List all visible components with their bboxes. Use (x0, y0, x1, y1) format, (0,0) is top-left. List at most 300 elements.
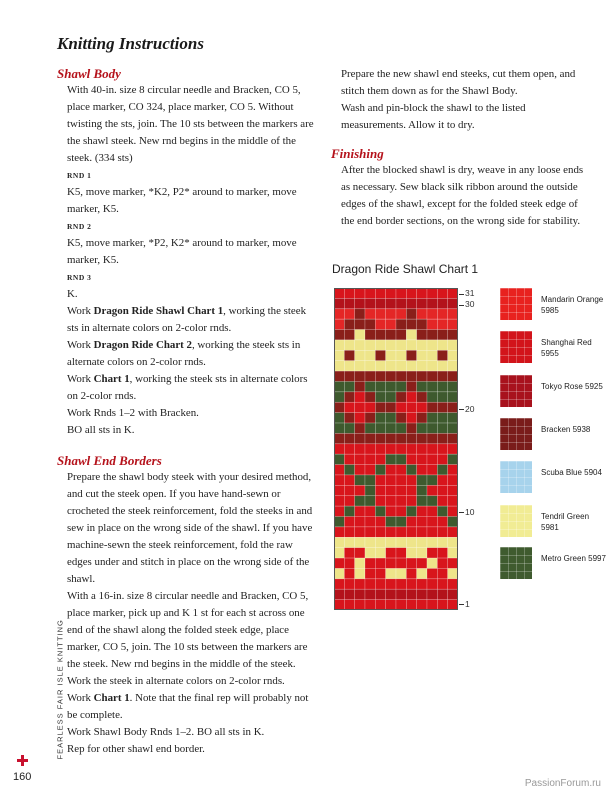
chart-cell (417, 402, 427, 412)
chart-cell (334, 392, 344, 402)
chart-cell (417, 330, 427, 340)
metro-green-swatch (500, 547, 532, 579)
chart-cell (427, 465, 437, 475)
chart-cell (406, 548, 416, 558)
chart-cell (448, 548, 458, 558)
chart-cell (448, 413, 458, 423)
chart-cell (448, 423, 458, 433)
chart-cell (417, 309, 427, 319)
chart-cell (344, 381, 354, 391)
chart-cell (365, 548, 375, 558)
chart-cell (386, 309, 396, 319)
chart-cell (344, 361, 354, 371)
legend-label: Scuba Blue 5904 (541, 468, 602, 477)
chart-cell (437, 475, 447, 485)
chart-cell (365, 413, 375, 423)
left-column (57, 66, 319, 758)
chart-cell (396, 371, 406, 381)
chart-cell (417, 579, 427, 589)
chart-cell (396, 537, 406, 547)
chart-cell (448, 506, 458, 516)
chart-cell (386, 423, 396, 433)
chart-cell (375, 350, 385, 360)
chart-cell (437, 517, 447, 527)
chart-cell (344, 309, 354, 319)
chart-cell (406, 527, 416, 537)
chart-cell (355, 392, 365, 402)
chart-cell (386, 485, 396, 495)
chart-cell (386, 402, 396, 412)
chart-cell (396, 402, 406, 412)
chart-cell (417, 558, 427, 568)
chart-cell (344, 402, 354, 412)
chart-cell (365, 537, 375, 547)
chart-cell (334, 485, 344, 495)
chart-cell (344, 537, 354, 547)
chart-cell (427, 423, 437, 433)
chart-cell (334, 413, 344, 423)
chart-cell (417, 340, 427, 350)
chart-cell (427, 558, 437, 568)
chart-cell (448, 558, 458, 568)
chart-cell (355, 475, 365, 485)
chart-cell (396, 288, 406, 298)
chart-cell (396, 350, 406, 360)
chart-cell (375, 475, 385, 485)
chart-cell (448, 319, 458, 329)
chart-cell (355, 309, 365, 319)
chart-cell (396, 392, 406, 402)
chart-cell (448, 537, 458, 547)
finishing-title: Finishing (331, 146, 384, 161)
chart-cell (406, 288, 416, 298)
chart-cell (437, 330, 447, 340)
chart-cell (396, 381, 406, 391)
work-rnds-para: Work Rnds 1–2 with Bracken. (67, 407, 199, 419)
chart-cell (386, 381, 396, 391)
chart-cell (344, 392, 354, 402)
shawl-body-intro: With 40-in. size 8 circular needle and Bracken, CO 5, place marker, CO 324, place marker, CO 5. Without twisting the sts, join. The 10 sts between the markers are the shawl steek. New rnd begins in the middle of the steek. (334 sts) (67, 84, 314, 164)
chart-cell (427, 402, 437, 412)
chart-cell (406, 319, 416, 329)
chart-cell (334, 319, 344, 329)
chart-cell (427, 330, 437, 340)
chart-cell (386, 589, 396, 599)
chart-cell (334, 475, 344, 485)
chart-cell (427, 340, 437, 350)
chart-cell (448, 371, 458, 381)
row-label-10: 10 (465, 507, 475, 517)
chart-cell (386, 444, 396, 454)
chart-cell (355, 330, 365, 340)
chart-cell (417, 517, 427, 527)
chart-cell (448, 527, 458, 537)
chart-cell (334, 381, 344, 391)
chart-cell (448, 496, 458, 506)
chart-cell (406, 517, 416, 527)
chart-cell (437, 579, 447, 589)
chart-cell (365, 309, 375, 319)
chart-cell (365, 381, 375, 391)
chart-cell (365, 506, 375, 516)
chart-cell (355, 485, 365, 495)
chart-cell (375, 579, 385, 589)
chart-cell (375, 361, 385, 371)
chart-cell (427, 350, 437, 360)
chart-cell (448, 589, 458, 599)
chart-cell (375, 371, 385, 381)
chart-cell (365, 568, 375, 578)
chart-cell (386, 506, 396, 516)
chart-cell (448, 361, 458, 371)
chart-cell (344, 340, 354, 350)
chart-cell (365, 298, 375, 308)
mandarin-orange-swatch (500, 288, 532, 320)
chart-cell (355, 558, 365, 568)
rnd2-text: K5, move marker, *P2, K2* around to marker, move marker, K5. (67, 237, 297, 266)
chart-cell (448, 444, 458, 454)
chart-cell (386, 579, 396, 589)
chart-cell (365, 319, 375, 329)
chart-cell (417, 475, 427, 485)
chart-cell (375, 548, 385, 558)
row-label-31: 31 (465, 288, 475, 298)
chart-cell (406, 568, 416, 578)
chart-cell (375, 413, 385, 423)
chart-cell (355, 288, 365, 298)
chart-cell (437, 319, 447, 329)
chart-cell (375, 454, 385, 464)
chart-cell (344, 465, 354, 475)
chart-cell (417, 381, 427, 391)
chart-cell (427, 506, 437, 516)
chart-cell (355, 496, 365, 506)
chart-cell (437, 485, 447, 495)
chart-cell (365, 579, 375, 589)
chart-cell (334, 350, 344, 360)
chart-cell (417, 506, 427, 516)
chart-cell (437, 454, 447, 464)
chart-cell (355, 444, 365, 454)
chart-cell (375, 319, 385, 329)
chart-cell (386, 340, 396, 350)
chart-cell (437, 600, 447, 610)
chart-cell (355, 579, 365, 589)
chart-cell (417, 433, 427, 443)
chart-cell (437, 589, 447, 599)
chart-cell (396, 548, 406, 558)
chart-cell (386, 361, 396, 371)
chart-cell (386, 568, 396, 578)
chart-cell (375, 537, 385, 547)
row-label-30: 30 (465, 299, 475, 309)
chart-cell (396, 600, 406, 610)
chart-cell (396, 298, 406, 308)
chart-cell (365, 517, 375, 527)
bracken-swatch (500, 418, 532, 450)
chart-cell (417, 392, 427, 402)
work-chart2-para: Work Dragon Ride Chart 2, working the steek sts in alternate colors on 2-color rnds. (67, 339, 301, 368)
chart-cell (344, 517, 354, 527)
chart-cell (355, 548, 365, 558)
chart-cell (375, 340, 385, 350)
chart-cell (417, 350, 427, 360)
chart-cell (417, 444, 427, 454)
rnd3-text: K. (67, 288, 78, 300)
chart-cell (427, 517, 437, 527)
chart-cell (334, 548, 344, 558)
chart-cell (344, 288, 354, 298)
chart-cell (355, 454, 365, 464)
chart-cell (355, 537, 365, 547)
chart-cell (417, 527, 427, 537)
row-label-1: 1 (465, 599, 470, 609)
chart-cell (396, 454, 406, 464)
chart-cell (344, 600, 354, 610)
chart-cell (344, 423, 354, 433)
chart-cell (427, 568, 437, 578)
chart-cell (334, 579, 344, 589)
chart-cell (355, 319, 365, 329)
chart-cell (406, 589, 416, 599)
chart-cell (448, 485, 458, 495)
chart-cell (386, 548, 396, 558)
chart-cell (386, 454, 396, 464)
chart-cell (396, 433, 406, 443)
chart-cell (365, 465, 375, 475)
chart-cell (355, 517, 365, 527)
chart-cell (386, 517, 396, 527)
chart-cell (386, 392, 396, 402)
tick-20 (459, 409, 464, 410)
chart-cell (365, 392, 375, 402)
chart-cell (344, 454, 354, 464)
chart-cell (448, 392, 458, 402)
knitting-chart (334, 288, 458, 610)
chart-cell (417, 537, 427, 547)
chart-cell (427, 319, 437, 329)
chart-cell (344, 413, 354, 423)
chart-cell (406, 402, 416, 412)
chart-cell (334, 433, 344, 443)
chart-cell (334, 454, 344, 464)
chart-cell (344, 589, 354, 599)
chart-cell (375, 485, 385, 495)
chart-cell (427, 433, 437, 443)
chart-cell (365, 330, 375, 340)
chart-cell (365, 558, 375, 568)
chart-cell (437, 288, 447, 298)
chart-cell (344, 506, 354, 516)
end-borders-p1: Prepare the shawl body steek with your desired method, and cut the steek open. If you have hand-sewn or crocheted the steek reinforcement, fold the steeks in and sew in place on the wrong side of the shawl. If you have machine-sewn the steek reinforcement, fold the raw edges under and stitch in place on the wrong side of the shawl. (67, 471, 313, 585)
chart-cell (448, 517, 458, 527)
red-cross-icon (17, 755, 28, 766)
chart-cell (427, 371, 437, 381)
chart-cell (437, 371, 447, 381)
chart-cell (427, 589, 437, 599)
chart-cell (396, 340, 406, 350)
legend-label: Shanghai Red 5955 (541, 338, 592, 358)
chart-cell (386, 330, 396, 340)
chart-cell (365, 402, 375, 412)
chart-cell (417, 371, 427, 381)
chart-cell (396, 413, 406, 423)
chart-cell (396, 475, 406, 485)
chart-cell (417, 298, 427, 308)
end-borders-p5: Work Shawl Body Rnds 1–2. BO all sts in K. (67, 726, 265, 738)
shawl-body-title: Shawl Body (57, 66, 121, 81)
watermark: PassionForum.ru (524, 778, 601, 789)
chart-cell (448, 454, 458, 464)
chart-cell (406, 361, 416, 371)
chart-cell (427, 298, 437, 308)
work-chart1-para: Work Dragon Ride Shawl Chart 1, working the steek sts in alternate colors on 2-color rnds. (67, 305, 307, 334)
chart-cell (355, 361, 365, 371)
chart-cell (355, 506, 365, 516)
chart-cell (448, 600, 458, 610)
chart-cell (344, 433, 354, 443)
rnd1-label: RND 1 (67, 171, 92, 180)
legend-label: Tendril Green 5981 (541, 512, 590, 532)
chart-cell (437, 465, 447, 475)
chart-cell (427, 361, 437, 371)
chart-cell (344, 350, 354, 360)
chart-cell (448, 568, 458, 578)
chart-cell (396, 444, 406, 454)
chart-cell (375, 392, 385, 402)
chart-cell (417, 288, 427, 298)
chart-cell (334, 506, 344, 516)
chart-cell (334, 517, 344, 527)
chart-cell (437, 568, 447, 578)
chart-cell (437, 350, 447, 360)
chart-cell (386, 537, 396, 547)
chart-cell (427, 288, 437, 298)
legend-label: Bracken 5938 (541, 425, 591, 434)
chart-cell (406, 444, 416, 454)
chart-cell (437, 496, 447, 506)
chart-cell (406, 392, 416, 402)
chart-cell (427, 600, 437, 610)
shawl-end-borders-title: Shawl End Borders (57, 453, 162, 468)
chart-cell (448, 433, 458, 443)
chart-cell (448, 340, 458, 350)
chart-cell (437, 506, 447, 516)
chart-cell (417, 465, 427, 475)
chart-cell (355, 433, 365, 443)
chart-cell (386, 298, 396, 308)
chart-cell (396, 579, 406, 589)
tick-30 (459, 305, 464, 306)
chart-cell (386, 475, 396, 485)
chart-cell (406, 558, 416, 568)
chart-cell (396, 330, 406, 340)
chart-cell (396, 589, 406, 599)
chart-cell (386, 288, 396, 298)
chart-cell (375, 506, 385, 516)
chart-cell (344, 485, 354, 495)
chart-cell (365, 589, 375, 599)
chart-cell (448, 475, 458, 485)
chart-cell (355, 589, 365, 599)
chart-cell (334, 568, 344, 578)
chart-cell (334, 361, 344, 371)
chart-cell (386, 527, 396, 537)
chart-cell (448, 309, 458, 319)
chart-cell (344, 298, 354, 308)
chart-cell (334, 298, 344, 308)
chart-cell (406, 465, 416, 475)
chart-cell (334, 330, 344, 340)
chart-cell (375, 527, 385, 537)
chart-cell (437, 537, 447, 547)
chart-cell (375, 298, 385, 308)
rnd3-label: RND 3 (67, 273, 92, 282)
page-number: 160 (13, 771, 32, 783)
chart-cell (355, 381, 365, 391)
chart-cell (437, 548, 447, 558)
chart-cell (365, 527, 375, 537)
chart-cell (396, 319, 406, 329)
chart-cell (386, 319, 396, 329)
chart-cell (406, 537, 416, 547)
chart-cell (344, 475, 354, 485)
tendril-green-swatch (500, 505, 532, 537)
chart-cell (437, 309, 447, 319)
chart-cell (406, 579, 416, 589)
chart-cell (375, 600, 385, 610)
chart-cell (406, 506, 416, 516)
chart-cell (417, 485, 427, 495)
chart-cell (448, 402, 458, 412)
end-borders-p3: Work the steek in alternate colors on 2-color rnds. (67, 675, 285, 687)
chart-cell (375, 444, 385, 454)
chart-cell (365, 475, 375, 485)
chart-cell (417, 413, 427, 423)
chart-cell (396, 517, 406, 527)
chart-cell (406, 433, 416, 443)
chart-cell (448, 465, 458, 475)
chart-cell (437, 392, 447, 402)
chart-cell (437, 381, 447, 391)
chart-cell (406, 485, 416, 495)
chart-cell (365, 423, 375, 433)
chart-cell (334, 371, 344, 381)
chart-cell (437, 527, 447, 537)
chart-cell (406, 350, 416, 360)
chart-cell (355, 568, 365, 578)
chart-cell (386, 558, 396, 568)
chart-cell (355, 350, 365, 360)
rnd2-label: RND 2 (67, 222, 92, 231)
chart-cell (344, 496, 354, 506)
chart-cell (417, 589, 427, 599)
chart-cell (437, 558, 447, 568)
chart-cell (365, 496, 375, 506)
end-borders-p2: With a 16-in. size 8 circular needle and Bracken, CO 5, place marker, pick up and K 1 st for each st across one end of the shawl along the folded steek edge, place marker, CO 5, join. The 10 sts between the markers are the steek. New rnd begins in the middle of the steek. (67, 590, 309, 670)
chart-cell (355, 402, 365, 412)
chart-cell (344, 319, 354, 329)
chart-cell (375, 496, 385, 506)
chart-cell (406, 340, 416, 350)
chart-cell (334, 309, 344, 319)
chart-cell (427, 485, 437, 495)
chart-cell (406, 381, 416, 391)
chart-cell (365, 350, 375, 360)
chart-cell (396, 506, 406, 516)
chart-cell (427, 579, 437, 589)
chart-cell (417, 319, 427, 329)
